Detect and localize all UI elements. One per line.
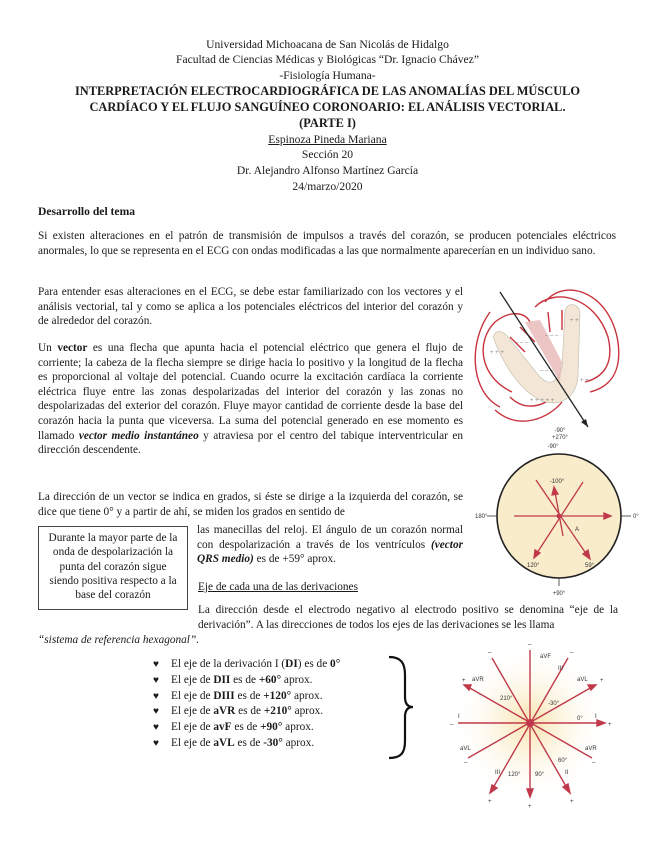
term-qrs-medio: (vector QRS medio) [197, 538, 463, 566]
author-block [0, 133, 655, 147]
svg-text:aVL: aVL [460, 746, 471, 752]
list-item: ♥ El eje de DIII es de +120° aprox. [153, 689, 340, 705]
doc-title-line-3: (PARTE I) [299, 116, 356, 130]
list-item: ♥ El eje de avF es de +90° aprox. [153, 720, 340, 736]
svg-text:–: – [450, 722, 454, 728]
heart-dipole-figure [470, 282, 630, 452]
svg-text:–: – [528, 642, 532, 648]
svg-text:A: A [575, 527, 580, 533]
paragraph-direction-continued: las manecillas del reloj. El ángulo de un corazón normal con despolarización a través de los ventrículos (vector QRS medio) es de +59° aprox. [197, 524, 463, 566]
section-number: Sección 20 [301, 148, 354, 161]
heart-icon: ♥ [153, 737, 159, 749]
svg-text:+ + + + +: + + + + + [530, 398, 555, 404]
svg-text:+: + [570, 799, 574, 805]
svg-text:+: + [608, 722, 612, 728]
svg-text:– – –: – – – [515, 340, 529, 346]
doc-date: 24/marzo/2020 [292, 180, 363, 193]
svg-text:–: – [464, 760, 468, 766]
callout-box: Durante la mayor parte de la onda de despolarización la punta del corazón sigue siendo positiva respecto a la base del corazón [38, 526, 188, 610]
svg-text:90°: 90° [535, 772, 545, 778]
svg-text:III: III [495, 770, 501, 776]
svg-text:–: – [592, 760, 596, 766]
doc-title-line-2: CARDÍACO Y EL FLUJO SANGUÍNEO CORONOARIO: EL ANÁLISIS VECTORIAL. [89, 100, 566, 114]
svg-text:-30°: -30° [548, 701, 560, 707]
svg-text:59°: 59° [585, 563, 595, 569]
svg-text:+ +: + + [570, 318, 579, 324]
heart-icon: ♥ [153, 722, 159, 734]
svg-text:0°: 0° [633, 514, 639, 520]
svg-text:– – –: – – – [540, 368, 554, 374]
subheading-lead-axes: Eje de cada una de las derivaciones [198, 581, 358, 593]
svg-text:II: II [565, 770, 569, 776]
term-hexaxial-system: “sistema de referencia hexagonal”. [38, 634, 200, 646]
paragraph-vectors: Para entender esas alteraciones en el ECG, se debe estar familiarizado con los vectores y el análisis vectorial, tal y como se aplica a los potenciales eléctricos del interior del corazón y de alrededor del corazón. [38, 286, 463, 328]
hexaxial-reference-figure [440, 640, 630, 810]
list-item: ♥ El eje de aVR es de +210° aprox. [153, 704, 340, 720]
svg-text:+: + [488, 799, 492, 805]
doc-title-line-1: INTERPRETACIÓN ELECTROCARDIOGRÁFICA DE LAS ANOMALÍAS DEL MÚSCULO [74, 84, 581, 98]
svg-text:–: – [570, 650, 574, 656]
teacher-name: Dr. Alejandro Alfonso Martínez García [236, 164, 419, 177]
svg-text:+ +: + + [580, 378, 589, 384]
list-item: ♥ El eje de DII es de +60° aprox. [153, 673, 340, 689]
paragraph-lead-axis: La dirección desde el electrodo negativo al electrodo positivo se denomina “eje de la derivación”. A las direcciones de todos los ejes de las derivaciones se les llama [198, 604, 618, 631]
heart-icon: ♥ [153, 674, 159, 686]
svg-text:aVL: aVL [577, 677, 588, 683]
circle-top-label: -90° +270° [552, 428, 568, 441]
svg-text:180°: 180° [475, 514, 488, 520]
svg-text:+: + [528, 804, 532, 810]
lead-axes-list [153, 657, 340, 752]
svg-text:aVR: aVR [472, 677, 484, 683]
svg-text:aVR: aVR [585, 746, 597, 752]
vector-circle-figure [465, 444, 650, 600]
svg-text:–: – [488, 650, 492, 656]
svg-text:+: + [600, 678, 604, 684]
svg-text:60°: 60° [558, 758, 568, 764]
svg-text:I: I [458, 714, 460, 720]
svg-text:III: III [558, 666, 564, 672]
svg-text:-100°: -100° [549, 479, 565, 485]
section-heading: Desarrollo del tema [38, 205, 136, 218]
svg-text:120°: 120° [527, 563, 540, 569]
paragraph-direction: La dirección de un vector se indica en grados, si éste se dirige a la izquierda del corazón, se dice que tiene 0° y a partir de ahí, se miden los grados en sentido de [38, 491, 463, 518]
faculty-name: Facultad de Ciencias Médicas y Biológicas “Dr. Ignacio Chávez” [176, 53, 479, 66]
svg-text:+ + +: + + + [490, 350, 504, 356]
paragraph-intro: Si existen alteraciones en el patrón de transmisión de impulsos a través del corazón, se producen potenciales eléctricos anormales, lo que se representa en el ECG con ondas modificadas a las que normalmente aparecerían en un individuo sano. [38, 230, 616, 257]
curly-brace-icon [385, 655, 415, 760]
svg-text:210°: 210° [500, 696, 513, 702]
list-item: ♥ El eje de aVL es de -30° aprox. [153, 736, 340, 752]
svg-text:+90°: +90° [552, 591, 566, 597]
svg-text:– – –: – – – [545, 333, 559, 339]
heart-icon: ♥ [153, 659, 159, 670]
heart-icon: ♥ [153, 690, 159, 702]
university-name: Universidad Michoacana de San Nicolás de Hidalgo [206, 38, 449, 51]
svg-text:-90°: -90° [547, 444, 559, 450]
term-vector: vector [57, 342, 88, 354]
svg-text:0°: 0° [577, 716, 583, 722]
list-item: ♥ El eje de la derivación I (DI) es de 0° [153, 657, 340, 673]
svg-text:+: + [462, 678, 466, 684]
paragraph-vector-definition: Un vector es una flecha que apunta hacia el potencial eléctrico que genera el flujo de corriente; la cabeza de la flecha siempre se dirige hacia lo positivo y la longitud de la flecha es proporcional al voltaje del potencial. Cuando ocurre la excitación cardíaca la corriente eléctrica fluye entre las zonas despolarizadas del interior del corazón y las zonas no despolarizadas del exterior del corazón. Fluye mayor cantidad de corriente desde la base del corazón hacia la punta que viceversa. La suma del potencial generado en ese momento es llamado vector medio instantáneo y atraviesa por el centro del tabique interventricular en dirección descendente. [38, 342, 463, 457]
subject-name: -Fisiología Humana- [279, 69, 376, 82]
term-vector-medio: vector medio instantáneo [78, 429, 199, 442]
heart-icon: ♥ [153, 706, 159, 718]
svg-text:I: I [595, 714, 597, 720]
svg-text:aVF: aVF [540, 654, 552, 660]
svg-text:120°: 120° [508, 772, 521, 778]
author-name: Espinoza Pineda Mariana [268, 133, 387, 146]
